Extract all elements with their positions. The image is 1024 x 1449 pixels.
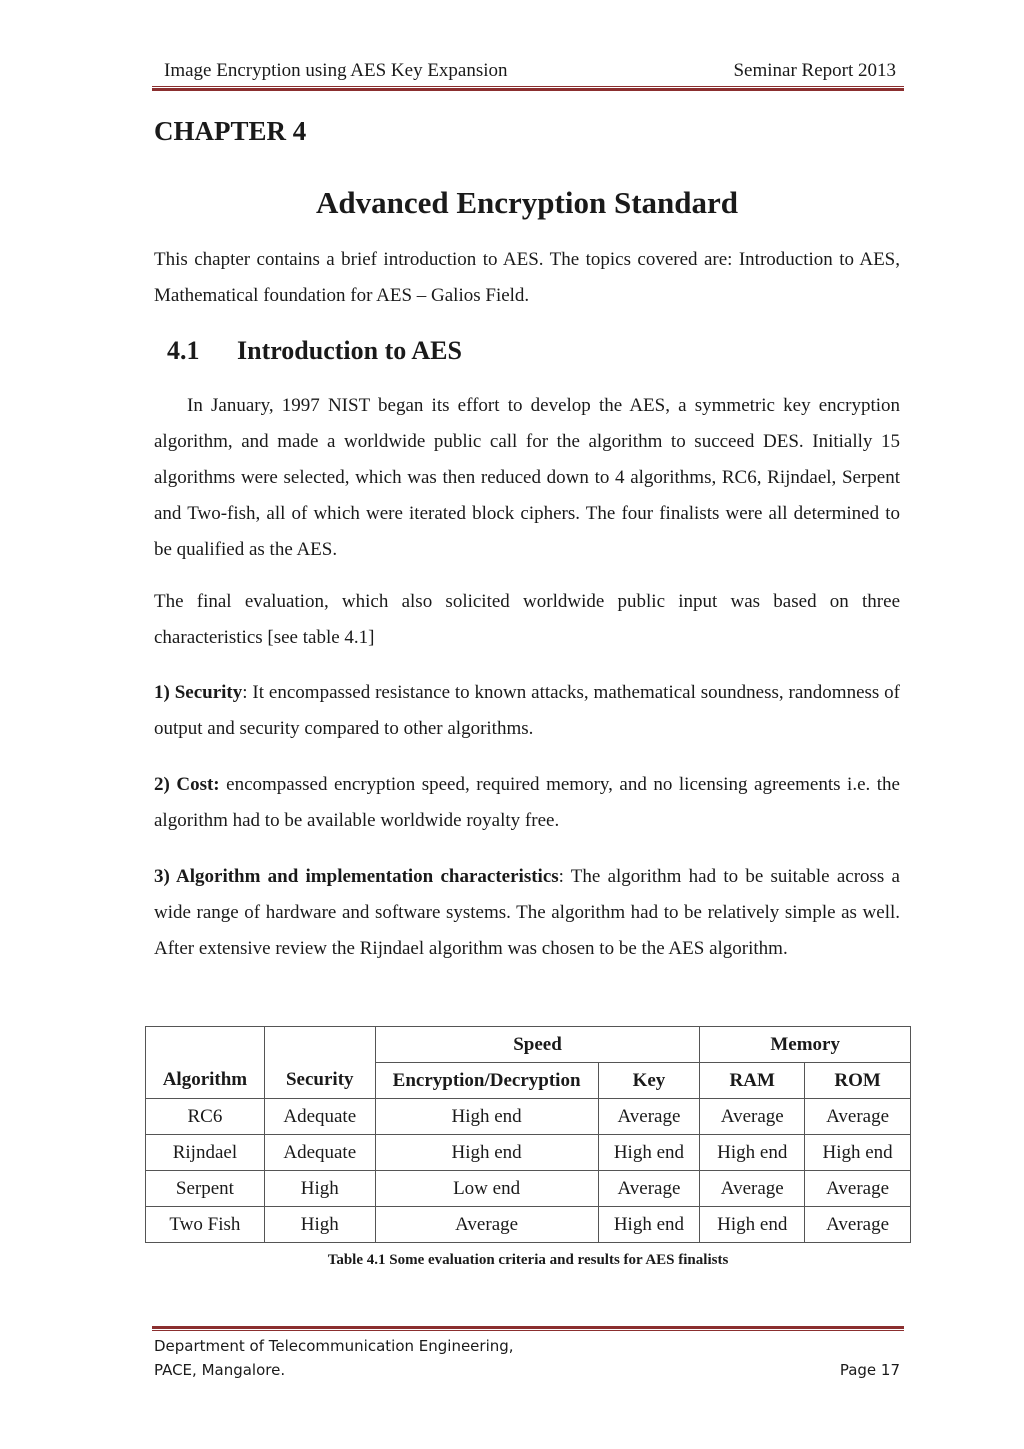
implementation-text: : The algorithm had to be suitable across a wide range of hardware and software systems. The algorithm had to be relatively simple as well. After extensive review the Rijndael algorithm was chosen to be the AES algorithm. [154,866,900,959]
table-cell: Average [805,1171,911,1207]
footer-institution: PACE, Mangalore. [154,1361,286,1379]
footer-rule [152,1326,904,1332]
header-speed: Speed [375,1027,700,1063]
table-group-header-row [146,1027,911,1063]
security-label: 1) Security [154,682,243,703]
table-cell: Average [805,1207,911,1243]
table-cell: High end [700,1207,805,1243]
table-row [146,1135,911,1171]
table-cell: Adequate [264,1135,375,1171]
table-cell: High end [375,1099,598,1135]
table-cell: Average [598,1099,700,1135]
header-report: Seminar Report 2013 [733,60,896,81]
paragraph-implementation [154,859,900,967]
cost-text: encompassed encryption speed, required memory, and no licensing agreements i.e. the algorithm had to be available worldwide royalty free. [154,774,900,831]
table-row [146,1099,911,1135]
intro-paragraph: This chapter contains a brief introduction to AES. The topics covered are: Introduction to AES, Mathematical foundation for AES – Galios Field. [154,249,900,306]
table-cell: Two Fish [146,1207,265,1243]
table-cell: RC6 [146,1099,265,1135]
header-encryption-decryption: Encryption/Decryption [375,1063,598,1099]
table-cell: Average [598,1171,700,1207]
paragraph-cost [154,767,900,839]
header-algorithm: Algorithm [146,1027,265,1099]
table-row [146,1207,911,1243]
page-title: Advanced Encryption Standard [315,185,739,220]
evaluation-table [145,1026,911,1243]
section-title: Introduction to AES [237,336,462,365]
paragraph-history: In January, 1997 NIST began its effort to develop the AES, a symmetric key encryption algorithm, and made a worldwide public call for the algorithm to succeed DES. Initially 15 algorithms were selected, which was then reduced down to 4 algorithms, RC6, Rijndael, Serpent and Two-fish, all of which were iterated block ciphers. The four finalists were all determined to be qualified as the AES. [154,395,900,560]
page-footer [154,1334,900,1382]
section-heading [167,336,462,366]
table-cell: Low end [375,1171,598,1207]
header-ram: RAM [700,1063,805,1099]
table-cell: Average [375,1207,598,1243]
table-cell: High end [375,1135,598,1171]
table-cell: High end [598,1207,700,1243]
header-key: Key [598,1063,700,1099]
implementation-label: 3) Algorithm and implementation characteristics [154,866,559,887]
paragraph-security [154,675,900,747]
header-title: Image Encryption using AES Key Expansion [164,60,508,81]
paragraph-evaluation: The final evaluation, which also solicited worldwide public input was based on three characteristics [see table 4.1] [154,591,900,648]
table-cell: High [264,1207,375,1243]
chapter-label: CHAPTER 4 [154,116,307,146]
table-cell: Rijndael [146,1135,265,1171]
table-cell: High end [598,1135,700,1171]
table-cell: Average [700,1171,805,1207]
page-number: Page 17 [839,1361,900,1379]
table-row [146,1171,911,1207]
table-caption: Table 4.1 Some evaluation criteria and results for AES finalists [327,1252,729,1268]
running-header [152,56,904,86]
header-rom: ROM [805,1063,911,1099]
table-cell: High end [805,1135,911,1171]
table-cell: Serpent [146,1171,265,1207]
footer-department: Department of Telecommunication Engineering, [154,1337,514,1355]
table-cell: Average [805,1099,911,1135]
table-cell: Adequate [264,1099,375,1135]
cost-label: 2) Cost: [154,774,220,795]
header-memory: Memory [700,1027,911,1063]
table-cell: High [264,1171,375,1207]
header-security: Security [264,1027,375,1099]
table-cell: High end [700,1135,805,1171]
section-number: 4.1 [167,336,200,365]
security-text: : It encompassed resistance to known attacks, mathematical soundness, randomness of output and security compared to other algorithms. [154,682,900,739]
table-cell: Average [700,1099,805,1135]
header-rule [152,86,904,92]
